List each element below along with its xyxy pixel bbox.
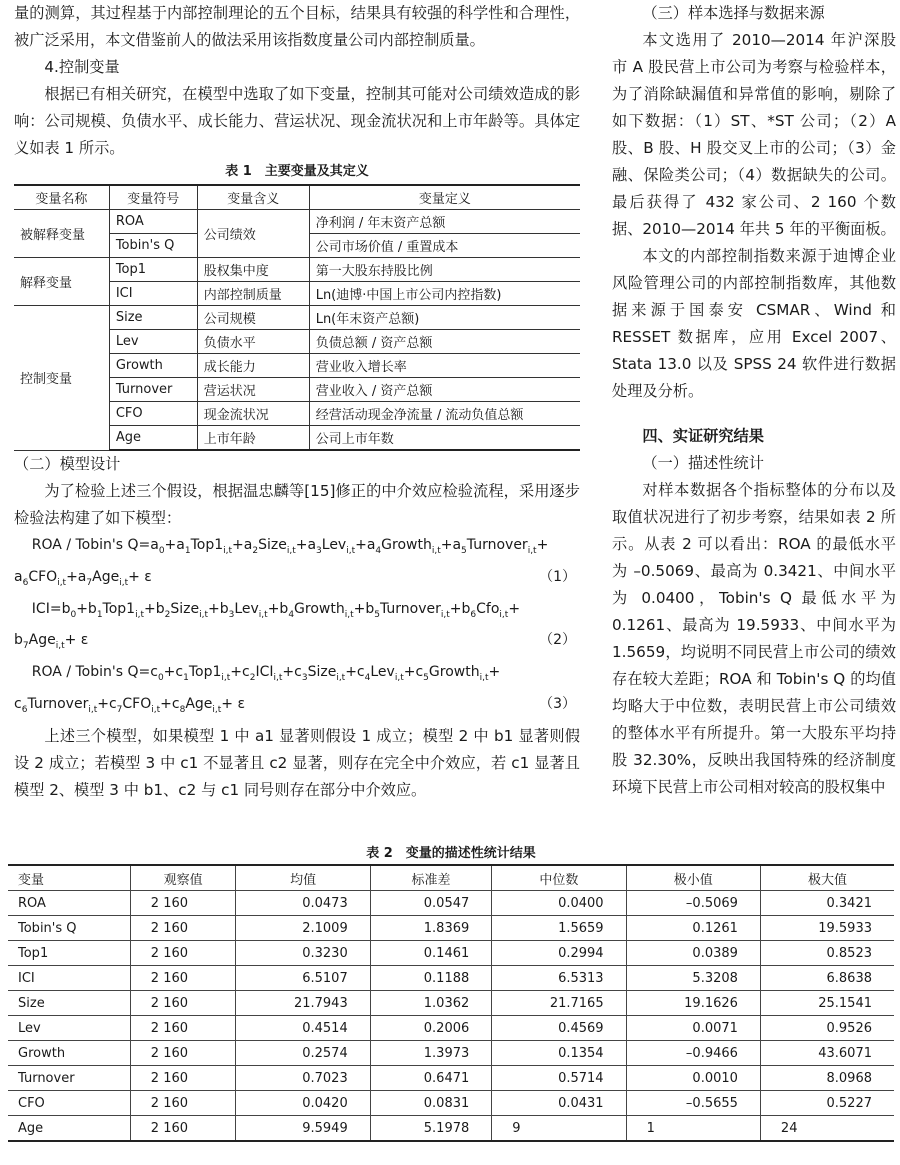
table2-header-cell: 中位数 <box>492 865 626 891</box>
table1-header-cell: 变量定义 <box>309 185 580 210</box>
table-row <box>8 891 894 916</box>
table-row <box>8 1091 894 1116</box>
table1-header-cell: 变量含义 <box>197 185 309 210</box>
table1-symbol: CFO <box>109 402 197 426</box>
table2-value: 0.1354 <box>492 1041 626 1066</box>
table2-value: 0.8523 <box>760 941 894 966</box>
table2-value: 0.1461 <box>370 941 492 966</box>
table2-value: 0.2994 <box>492 941 626 966</box>
paragraph-sample: 本文选用了 2010—2014 年沪深股市 A 股民营上市公司为考察与检验样本，为了消除缺漏值和异常值的影响，剔除了如下数据：（1）ST、*ST 公司；（2）A 股、B 股、H 股交叉上市的公司；（3）金融、保险类公司；（4）数据缺失的公司。最后获得了 432 家公司、2 160 个数据、2010—2014 年共 5 年的平衡面板。 <box>612 31 896 238</box>
table2-value: 0.3230 <box>236 941 370 966</box>
table2-value: 0.2006 <box>370 1016 492 1041</box>
equation-1: ROA / Tobin's $Q=a_0+a_1Top1_{i,t}+a_2Size_{i,t}+a_3Lev_{i,t}+a_4Growth_{i,t}+a_5Turnover_{i,t}+$ $a_6CFO_{i,t}+a_7Age_{i,t}+ \varepsilon$ （1） <box>14 532 580 596</box>
heading-control-variables: 4.控制变量 <box>44 58 120 76</box>
table1-symbol: Tobin's Q <box>109 234 197 258</box>
heading-descriptive-stats: （一）描述性统计 <box>642 454 764 472</box>
table1-definition: 营业收入增长率 <box>309 354 580 378</box>
table1-group-cell: 解释变量 <box>14 258 109 306</box>
table2-value: 5.3208 <box>626 966 760 991</box>
table2-value: 0.0400 <box>492 891 626 916</box>
table2-value: 5.1978 <box>370 1116 492 1142</box>
table2-value: 0.0431 <box>492 1091 626 1116</box>
table2-value: 2 160 <box>130 966 236 991</box>
table2-value: 2.1009 <box>236 916 370 941</box>
table-row <box>8 991 894 1016</box>
table2-value: 25.1541 <box>760 991 894 1016</box>
table2-value: 0.3421 <box>760 891 894 916</box>
table1-meaning: 公司规模 <box>197 306 309 330</box>
table1-header-row <box>14 185 580 210</box>
table1-definition: Ln(迪博·中国上市公司内控指数) <box>309 282 580 306</box>
table1-symbol: Size <box>109 306 197 330</box>
table1-meaning: 成长能力 <box>197 354 309 378</box>
table1-meaning: 上市年龄 <box>197 426 309 451</box>
table2-value: 0.5714 <box>492 1066 626 1091</box>
table2-variable: CFO <box>8 1091 130 1116</box>
table2-value: 0.5227 <box>760 1091 894 1116</box>
table-row <box>8 1041 894 1066</box>
right-column <box>612 0 896 801</box>
table1-meaning: 股权集中度 <box>197 258 309 282</box>
table2-header-cell: 极小值 <box>626 865 760 891</box>
table2-value: 0.1188 <box>370 966 492 991</box>
table2-value: 1.5659 <box>492 916 626 941</box>
paragraph-descriptive: 对样本数据各个指标整体的分布以及取值状况进行了初步考察，结果如表 2 所示。从表 2 可以看出：ROA 的最低水平为 –0.5069、最高为 0.3421、中间水平为 0.0400，Tobin's Q 最低水平为 0.1261、最高为 19.5933、中间水平为 1.5659，均说明不同民营上市公司的绩效存在较大差距；ROA 和 Tobin's Q 的均值均略大于中位数，表明民营上市公司绩效的整体水平有所提升。第一大股东平均持股 32.30%，反映出我国特殊的经济制度环境下民营上市公司相对较高的股权集中 <box>612 481 896 796</box>
table2-header-cell: 极大值 <box>760 865 894 891</box>
table2-variable: ICI <box>8 966 130 991</box>
table1-definition: 营业收入 / 资产总额 <box>309 378 580 402</box>
table2-variable: ROA <box>8 891 130 916</box>
table2-caption: 表 2 变量的描述性统计结果 <box>366 846 536 861</box>
table2-value: 0.9526 <box>760 1016 894 1041</box>
heading-empirical-results: 四、实证研究结果 <box>642 427 764 445</box>
table2-value: 19.5933 <box>760 916 894 941</box>
table1-group-cell: 控制变量 <box>14 306 109 451</box>
table1-meaning: 负债水平 <box>197 330 309 354</box>
table2-variable: Tobin's Q <box>8 916 130 941</box>
table2-value: 8.0968 <box>760 1066 894 1091</box>
table2-value: 0.0010 <box>626 1066 760 1091</box>
table-row <box>14 210 580 234</box>
table2-value: 2 160 <box>130 916 236 941</box>
table-row <box>8 1066 894 1091</box>
table2-value: –0.9466 <box>626 1041 760 1066</box>
table-row <box>8 1116 894 1142</box>
table2-value: 0.0831 <box>370 1091 492 1116</box>
table2-value: 0.6471 <box>370 1066 492 1091</box>
paragraph-model-intro: 为了检验上述三个假设，根据温忠麟等[15]修正的中介效应检验流程，采用逐步检验法构建了如下模型： <box>14 482 580 527</box>
table1-symbol: Top1 <box>109 258 197 282</box>
table2-value: 2 160 <box>130 991 236 1016</box>
table2-value: 0.4569 <box>492 1016 626 1041</box>
table1-symbol: Growth <box>109 354 197 378</box>
table-row <box>8 916 894 941</box>
table2-value: 19.1626 <box>626 991 760 1016</box>
table-row <box>8 1016 894 1041</box>
table2-value: 6.8638 <box>760 966 894 991</box>
heading-model-design: （二）模型设计 <box>14 455 121 473</box>
table-row <box>8 941 894 966</box>
table1-definition: 经营活动现金净流量 / 流动负值总额 <box>309 402 580 426</box>
table2-value: 21.7165 <box>492 991 626 1016</box>
table1-definition: 负债总额 / 资产总额 <box>309 330 580 354</box>
table1-symbol: ROA <box>109 210 197 234</box>
table1-header-cell: 变量名称 <box>14 185 109 210</box>
equation-2: $ICI=b_0+b_1Top1_{i,t}+b_2Size_{i,t}+b_3Lev_{i,t}+b_4Growth_{i,t}+b_5Turnover_{i,t}+b_6Cfo_{i,t}+$ $b_7Age_{i,t}+ \varepsilon$ （2） <box>14 596 580 660</box>
table2-value: 0.0071 <box>626 1016 760 1041</box>
table2-value: 0.7023 <box>236 1066 370 1091</box>
equation-number: （1） <box>539 568 576 585</box>
table2-value: 1.3973 <box>370 1041 492 1066</box>
descriptive-stats-table <box>8 864 894 1142</box>
paragraph-control-variables: 根据已有相关研究，在模型中选取了如下变量，控制其可能对公司绩效造成的影响：公司规模、负债水平、成长能力、营运状况、现金流状况和上市年龄等。具体定义如表 1 所示。 <box>14 85 580 157</box>
heading-sample-selection: （三）样本选择与数据来源 <box>642 4 825 22</box>
table1-header-cell: 变量符号 <box>109 185 197 210</box>
table2-variable: Growth <box>8 1041 130 1066</box>
paragraph-data-source: 本文的内部控制指数来源于迪博企业风险管理公司的内部控制指数库，其他数据来源于国泰安 CSMAR、Wind 和 RESSET 数据库，应用 Excel 2007、Stata 13.0 以及 SPSS 24 软件进行数据处理及分析。 <box>612 247 896 400</box>
paragraph-model-explanation: 上述三个模型，如果模型 1 中 a1 显著则假设 1 成立；模型 2 中 b1 显著则假设 2 成立；若模型 3 中 c1 不显著且 c2 显著，则存在完全中介效应，若 c1 显著且模型 2、模型 3 中 b1、c2 与 c1 同号则存在部分中介效应。 <box>14 726 580 799</box>
table2-value: 2 160 <box>130 891 236 916</box>
table1-symbol: Lev <box>109 330 197 354</box>
table1-symbol: ICI <box>109 282 197 306</box>
table1-group-cell: 被解释变量 <box>14 210 109 258</box>
table1-caption: 表 1 主要变量及其定义 <box>225 164 369 179</box>
table2-variable: Age <box>8 1116 130 1142</box>
table2-body <box>8 891 894 1142</box>
table2-value: 1.0362 <box>370 991 492 1016</box>
table1-meaning: 公司绩效 <box>197 210 309 258</box>
table1-definition: 净利润 / 年末资产总额 <box>309 210 580 234</box>
table2-variable: Turnover <box>8 1066 130 1091</box>
variable-definition-table <box>14 184 580 451</box>
table2-value: 2 160 <box>130 1016 236 1041</box>
table1-symbol: Turnover <box>109 378 197 402</box>
table2-header-cell: 均值 <box>236 865 370 891</box>
equation-number: （3） <box>539 695 576 712</box>
table1-definition: 第一大股东持股比例 <box>309 258 580 282</box>
table2-value: 0.0389 <box>626 941 760 966</box>
table2-header-cell: 变量 <box>8 865 130 891</box>
table2-value: 0.0473 <box>236 891 370 916</box>
table2-variable: Size <box>8 991 130 1016</box>
table2-value: 2 160 <box>130 1041 236 1066</box>
table1-definition: 公司上市年数 <box>309 426 580 451</box>
table2-header-row <box>8 865 894 891</box>
table2-value: 24 <box>760 1116 894 1142</box>
table2-value: 1.8369 <box>370 916 492 941</box>
paragraph-measurement: 量的测算，其过程基于内部控制理论的五个目标，结果具有较强的科学性和合理性，被广泛采用，本文借鉴前人的做法采用该指数度量公司内部控制质量。 <box>14 4 580 49</box>
table2-value: 6.5313 <box>492 966 626 991</box>
equation-number: （2） <box>539 632 576 649</box>
table2-value: 9 <box>492 1116 626 1142</box>
table2-value: 2 160 <box>130 941 236 966</box>
table2-value: 43.6071 <box>760 1041 894 1066</box>
table2-value: 0.4514 <box>236 1016 370 1041</box>
table2-value: 2 160 <box>130 1091 236 1116</box>
table2-value: –0.5655 <box>626 1091 760 1116</box>
table1-definition: Ln(年末资产总额) <box>309 306 580 330</box>
table2-value: 21.7943 <box>236 991 370 1016</box>
table2-value: 0.0420 <box>236 1091 370 1116</box>
table1-symbol: Age <box>109 426 197 451</box>
table2-value: 2 160 <box>130 1066 236 1091</box>
table1-meaning: 内部控制质量 <box>197 282 309 306</box>
table-row <box>14 306 580 330</box>
table2-value: 0.1261 <box>626 916 760 941</box>
table2-value: 0.0547 <box>370 891 492 916</box>
table2-value: 1 <box>626 1116 760 1142</box>
table-row <box>14 258 580 282</box>
table2-variable: Lev <box>8 1016 130 1041</box>
left-column <box>14 0 580 804</box>
table2-header-cell: 标准差 <box>370 865 492 891</box>
table2-container <box>8 844 894 1142</box>
table2-header-cell: 观察值 <box>130 865 236 891</box>
table2-value: 6.5107 <box>236 966 370 991</box>
table1-meaning: 现金流状况 <box>197 402 309 426</box>
table-row <box>8 966 894 991</box>
table1-definition: 公司市场价值 / 重置成本 <box>309 234 580 258</box>
table2-variable: Top1 <box>8 941 130 966</box>
table2-value: –0.5069 <box>626 891 760 916</box>
table2-value: 0.2574 <box>236 1041 370 1066</box>
table2-value: 9.5949 <box>236 1116 370 1142</box>
equation-3: ROA / Tobin's $Q=c_0+c_1Top1_{i,t}+c_2ICI_{i,t}+c_3Size_{i,t}+c_4Lev_{i,t}+c_5Growth_{i,t}+$ $c_6Turnover_{i,t}+c_7CFO_{i,t}+c_8Age_{i,t}+ \varepsilon$ （3） <box>14 659 580 723</box>
table2-value: 2 160 <box>130 1116 236 1142</box>
table1-meaning: 营运状况 <box>197 378 309 402</box>
